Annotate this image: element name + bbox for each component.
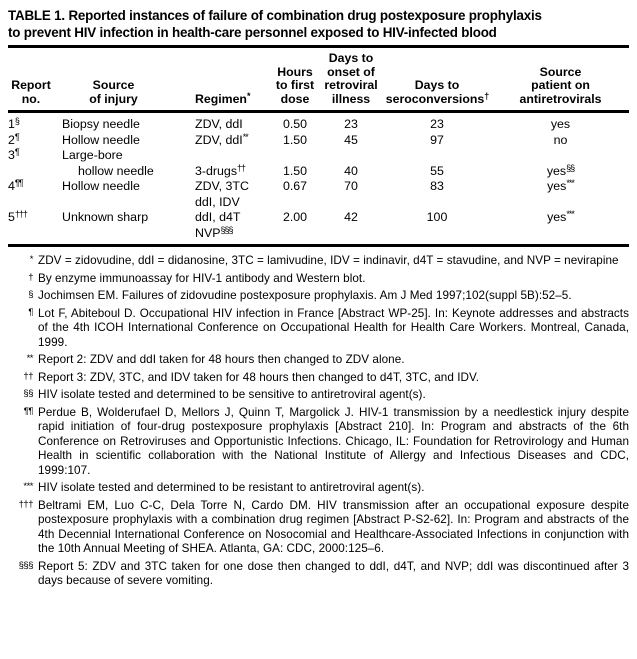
cell-report-no: 2¶ (8, 131, 19, 147)
cell-regimen: NVP§§§ (195, 226, 270, 246)
footnote-ref: ** (242, 131, 248, 142)
footnote-marker: § (28, 289, 33, 300)
cell-empty (492, 195, 629, 211)
column-header-hours-to-first-dose: Hours to first dose (270, 50, 320, 112)
cell-source-of-injury: Hollow needle (62, 132, 140, 147)
column-header-days-to-onset: Days to onset of retroviral illness (320, 50, 382, 112)
cell-empty (492, 226, 629, 246)
cell-source-patient: no (553, 132, 568, 147)
cell-empty (195, 148, 270, 164)
cell-empty (320, 195, 382, 211)
column-header-regimen: Regimen* (195, 50, 270, 112)
footnote-ref: ¶ (14, 131, 19, 142)
cell-source-patient: yes§§ (546, 162, 575, 178)
cell-regimen: 3-drugs†† (195, 162, 246, 178)
cell-regimen: ZDV, ddI** (195, 131, 248, 147)
footnote-pilcrow (8, 307, 629, 351)
footnote-triple-dagger (8, 499, 629, 557)
table-row-3-line-1 (8, 148, 629, 164)
cell-report-no: 4¶¶ (8, 178, 23, 193)
cell-report-no: 3¶ (8, 147, 19, 162)
footnote-ref: *** (566, 209, 574, 219)
cell-source-of-injury: Unknown sharp (62, 210, 149, 224)
column-header-source-of-injury: Source of injury (54, 50, 195, 112)
footnote-text: Report 2: ZDV and ddI taken for 48 hours then changed to ZDV alone. (38, 353, 405, 366)
table-row-1 (8, 112, 629, 133)
footnote-marker: * (29, 254, 33, 265)
cell-source-of-injury: hollow needle (78, 163, 154, 178)
cell-days-to-seroconversions: 97 (430, 132, 444, 147)
cell-empty (320, 148, 382, 164)
footnotes-section (8, 254, 629, 589)
table-title (8, 7, 629, 41)
footnote-text: ZDV = zidovudine, ddI = didanosine, 3TC = lamivudine, IDV = indinavir, d4T = stavudine, and NVP = nevirapine (38, 254, 619, 267)
cell-days-to-seroconversions: 55 (430, 163, 444, 178)
cell-source-patient: yes (550, 117, 571, 131)
footnote-marker: †† (23, 370, 33, 382)
cell-empty (8, 164, 54, 180)
footnote-ref: *** (566, 178, 574, 188)
footnote-triple-section (8, 560, 629, 589)
cell-source-of-injury: Hollow needle (62, 179, 140, 193)
horizontal-rule-under-title (8, 45, 629, 48)
cell-days-to-seroconversions: 83 (430, 179, 444, 193)
footnote-double-dagger (8, 371, 629, 386)
cell-empty (382, 226, 492, 246)
table-row-5-line-2 (8, 226, 629, 246)
footnote-ref: †† (237, 162, 246, 173)
footnote-ref: §§ (566, 162, 575, 173)
footnote-marker: ¶ (28, 306, 33, 318)
footnote-marker: † (28, 271, 33, 283)
footnote-ref: ††† (14, 209, 27, 219)
cell-regimen: ddI, IDV (195, 194, 240, 209)
footnote-asterisk (8, 254, 629, 269)
column-header-days-to-seroconversions: Days to seroconversions† (382, 50, 492, 112)
cell-empty (270, 195, 320, 211)
footnote-double-pilcrow (8, 406, 629, 479)
cell-empty (492, 148, 629, 164)
footnote-marker: §§ (23, 388, 33, 399)
cell-regimen: ddI, d4T (195, 210, 241, 224)
cell-days-to-onset: 23 (344, 117, 358, 131)
table-title-line-1: TABLE 1. Reported instances of failure of combination drug postexposure prophylaxis (8, 8, 542, 23)
cell-empty (320, 226, 382, 246)
cell-source-of-injury: Biopsy needle (62, 117, 140, 131)
cell-empty (54, 195, 195, 211)
table-row-5-line-1 (8, 210, 629, 226)
footnote-text: Perdue B, Wolderufael D, Mellors J, Quinn T, Margolick J. HIV-1 transmission by a needlestick injury despite rapid initiation of four-drug postexposure prophylaxis [Abstract 210]. In: Program and abstracts of the 6th Conference on Retroviruses and Opportunistic Infections. Chicago, IL: Foundation for Retrovirology and Human Health in scientific collaboration with the National Institute of Allergy and Infectious Diseases and CDC, 1999:107. (38, 405, 629, 477)
footnote-marker: ††† (18, 498, 33, 510)
table-row-3-line-2 (8, 164, 629, 180)
footnote-ref: ¶ (14, 147, 19, 157)
footnote-section (8, 289, 629, 304)
footnote-marker: *** (23, 481, 33, 492)
cell-empty (270, 148, 320, 164)
cell-empty (8, 195, 54, 211)
column-header-report-no: Report no. (8, 50, 54, 112)
cell-hours-to-first-dose: 1.50 (282, 132, 308, 147)
footnote-double-section (8, 388, 629, 403)
cell-hours-to-first-dose: 1.50 (282, 163, 308, 178)
cell-hours-to-first-dose: 0.50 (282, 117, 308, 131)
footnote-marker: ** (26, 353, 33, 364)
footnote-ref: § (14, 116, 19, 126)
footnote-dagger (8, 272, 629, 287)
cell-source-patient: yes*** (547, 209, 574, 224)
cell-empty (382, 148, 492, 164)
footnote-text: Lot F, Abiteboul D. Occupational HIV infection in France [Abstract WP-25]. In: Keynote addresses and abstracts of the 4th ICOH International Conference on Occupational Health for Health Care Workers. Montreal, Canada, 1999. (38, 306, 629, 349)
footnote-double-asterisk (8, 353, 629, 368)
table-header (8, 50, 629, 112)
table-body (8, 112, 629, 246)
cell-report-no: 1§ (8, 116, 19, 131)
cell-regimen: ZDV, 3TC (195, 179, 249, 193)
cell-days-to-seroconversions: 23 (430, 117, 444, 131)
cell-empty (8, 226, 54, 246)
footnote-marker: §§§ (18, 559, 33, 571)
cell-days-to-seroconversions: 100 (426, 210, 448, 224)
cell-source-patient: yes*** (547, 178, 574, 193)
cell-days-to-onset: 42 (344, 210, 358, 224)
footnote-text: By enzyme immunoassay for HIV-1 antibody and Western blot. (38, 271, 366, 285)
cell-days-to-onset: 40 (344, 163, 358, 178)
cell-days-to-onset: 70 (344, 179, 358, 193)
table-row-4-line-1 (8, 179, 629, 195)
cell-days-to-onset: 45 (344, 132, 358, 147)
column-header-source-patient: Source patient on antiretrovirals (492, 50, 629, 112)
table-header-row (8, 50, 629, 112)
footnote-text: HIV isolate tested and determined to be resistant to antiretroviral agent(s). (38, 481, 425, 494)
table-row-4-line-2 (8, 195, 629, 211)
footnote-text: Jochimsen EM. Failures of zidovudine postexposure prophylaxis. Am J Med 1997;102(suppl 5B):52–5. (38, 289, 572, 302)
data-table (8, 50, 629, 247)
cell-source-of-injury: Large-bore (62, 148, 123, 162)
cell-regimen: ZDV, ddI (195, 117, 243, 131)
cell-hours-to-first-dose: 0.67 (282, 179, 308, 193)
table-row-2 (8, 133, 629, 149)
cell-hours-to-first-dose: 2.00 (282, 210, 308, 224)
footnote-text: HIV isolate tested and determined to be sensitive to antiretroviral agent(s). (38, 388, 426, 401)
footnote-triple-asterisk (8, 481, 629, 496)
cell-report-no: 5††† (8, 209, 27, 224)
footnote-ref: * (246, 90, 250, 101)
footnote-marker: ¶¶ (23, 405, 33, 417)
footnote-ref: §§§ (220, 224, 233, 235)
footnote-ref: † (484, 90, 489, 101)
cell-empty (54, 226, 195, 246)
cell-empty (382, 195, 492, 211)
cell-empty (270, 226, 320, 246)
footnote-text: Beltrami EM, Luo C-C, Dela Torre N, Cardo DM. HIV transmission after an occupational exposure despite postexposure prophylaxis with a combination drug regimen [Abstract P-S2-62]. In: Program and abstracts of the 4th Decennial International Conference on Nosocomial and Healthcare-Associated Infections in conjunction with the 10th Annual Meeting of SHEA. Atlanta, GA: CDC, 2000:125–6. (38, 498, 629, 555)
footnote-text: Report 3: ZDV, 3TC, and IDV taken for 48 hours then changed to d4T, 3TC, and IDV. (38, 370, 480, 384)
footnote-text: Report 5: ZDV and 3TC taken for one dose then changed to ddI, d4T, and NVP; ddI was discontinued after 3 days because of severe vomiting. (38, 559, 629, 587)
footnote-ref: ¶¶ (14, 178, 23, 188)
table-title-line-2: to prevent HIV infection in health-care personnel exposed to HIV-infected blood (8, 25, 497, 40)
